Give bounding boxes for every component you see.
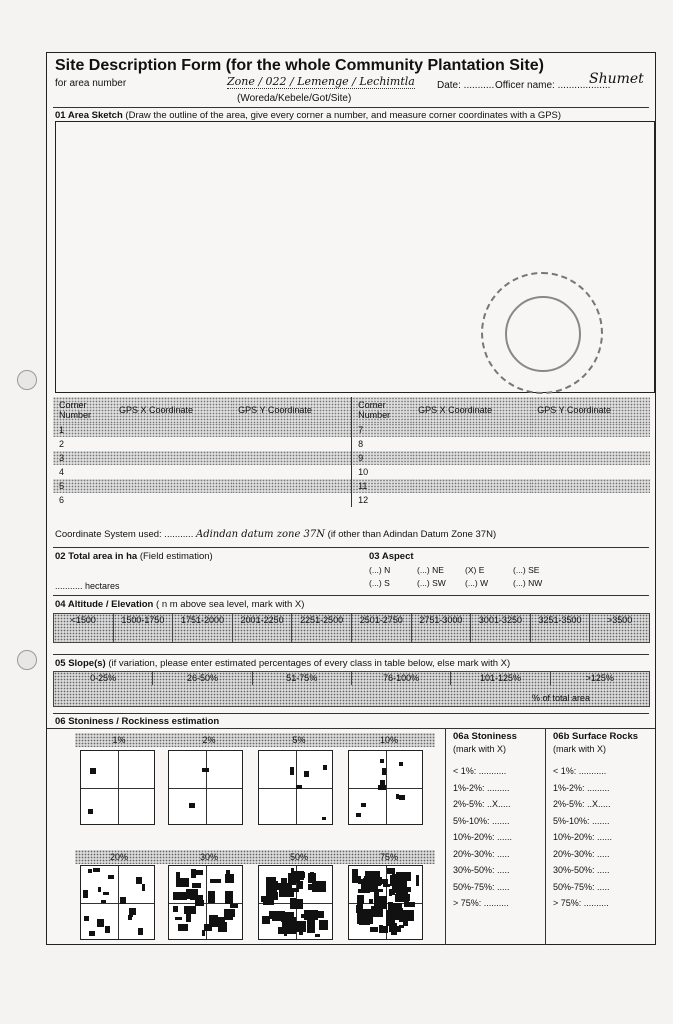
stone-mark: [184, 906, 196, 914]
punch-hole-bottom: [17, 650, 37, 670]
stone-mark: [399, 915, 408, 922]
aspect-sw[interactable]: (...) SW: [417, 578, 446, 588]
aspect-n[interactable]: (...) N: [369, 565, 391, 575]
panel-label: 20%: [109, 852, 128, 862]
stone-mark: [282, 917, 295, 924]
stone-mark: [377, 879, 387, 885]
panel-label: 2%: [202, 735, 216, 745]
surface-rocks-option[interactable]: 20%-30%: .....: [553, 848, 610, 859]
total-area-note: (Field estimation): [139, 551, 213, 562]
date-label[interactable]: Date: ...........: [437, 80, 495, 91]
stone-mark: [97, 919, 103, 926]
surface-rocks-option[interactable]: < 1%: ...........: [553, 766, 607, 776]
altitude-class[interactable]: 1500-1750: [114, 614, 174, 642]
stoniness-col-sub: (mark with X): [453, 744, 507, 754]
table-row: 6: [59, 495, 65, 505]
stone-mark: [399, 795, 405, 800]
area-number-value: Zone / 022 / Lemenge / Lechimtla: [227, 75, 415, 88]
stone-mark: [301, 872, 304, 878]
form-title: Site Description Form (for the whole Community Plantation Site): [55, 57, 544, 74]
area-number-label: for area number: [55, 78, 127, 89]
surface-rocks-column: [553, 731, 638, 912]
stone-mark: [189, 803, 195, 808]
coordinate-system-note: (if other than Adindan Datum Zone 37N): [327, 529, 497, 540]
slope-class[interactable]: 101-125%: [451, 672, 550, 685]
col-gps-x-right: GPS X Coordinate: [412, 397, 531, 423]
altitude-class[interactable]: 3001-3250: [471, 614, 531, 642]
stoniness-option[interactable]: < 1%: ...........: [453, 766, 507, 776]
table-row: 4: [59, 467, 65, 477]
stone-mark: [89, 931, 95, 936]
divider: [53, 595, 649, 596]
stone-mark: [275, 883, 289, 889]
stoniness-option[interactable]: 50%-75%: .....: [453, 881, 510, 892]
sketch-heading: 01 Area Sketch: [55, 110, 123, 121]
location-caption: (Woreda/Kebele/Got/Site): [237, 93, 352, 104]
col-gps-y: GPS Y Coordinate: [232, 397, 351, 423]
altitude-class[interactable]: 1751-2000: [173, 614, 233, 642]
stone-mark: [291, 868, 294, 876]
stone-mark: [312, 881, 327, 892]
stone-mark: [103, 892, 109, 895]
stone-mark: [210, 879, 221, 884]
stone-mark: [173, 906, 178, 912]
stone-mark: [130, 914, 133, 918]
stone-mark: [202, 930, 206, 937]
table-row: 5: [53, 479, 113, 493]
stone-mark: [396, 794, 399, 799]
stone-mark: [357, 915, 368, 923]
stone-mark: [380, 759, 384, 763]
stoniness-panel-20pct: [80, 865, 155, 940]
stone-mark: [288, 882, 292, 890]
aspect-heading: 03 Aspect: [369, 551, 414, 562]
stone-mark: [263, 899, 275, 905]
stone-mark: [315, 934, 320, 937]
stone-mark: [382, 768, 386, 775]
stone-mark: [142, 884, 146, 891]
stone-mark: [307, 920, 315, 932]
stone-mark: [195, 870, 203, 875]
stone-mark: [319, 920, 327, 930]
stone-mark: [88, 869, 92, 872]
officer-value: Shumet: [589, 71, 644, 87]
divider: [53, 547, 649, 548]
panel-label: 30%: [199, 852, 218, 862]
slope-class[interactable]: 51-75%: [253, 672, 352, 685]
col-corner-number-right: Corner Number: [352, 397, 413, 423]
stone-mark: [93, 868, 100, 872]
stone-mark: [323, 765, 327, 770]
stone-mark: [322, 817, 326, 820]
slope-heading: 05 Slope(s): [55, 658, 106, 669]
stone-mark: [136, 877, 142, 884]
stoniness-col-title: 06a Stoniness: [453, 731, 517, 742]
altitude-class[interactable]: <1500: [54, 614, 114, 642]
stone-mark: [190, 895, 203, 900]
stoniness-option[interactable]: 30%-50%: .....: [453, 865, 510, 875]
stoniness-option[interactable]: 20%-30%: .....: [453, 848, 510, 859]
surface-rocks-option[interactable]: 5%-10%: .......: [553, 815, 610, 826]
punch-hole-top: [17, 370, 37, 390]
stone-mark: [230, 904, 238, 908]
altitude-class[interactable]: 3251-3500: [531, 614, 591, 642]
divider: [47, 728, 655, 729]
surface-rocks-option[interactable]: > 75%: ..........: [553, 898, 609, 908]
stone-mark: [178, 924, 187, 931]
surface-rocks-option[interactable]: 2%-5%: ..X.....: [553, 799, 611, 809]
coordinate-system-label: Coordinate System used: ...........: [55, 529, 194, 540]
stone-mark: [98, 887, 101, 892]
stone-mark: [120, 897, 125, 904]
stone-mark: [195, 900, 204, 906]
divider: [445, 728, 446, 945]
stone-mark: [374, 891, 380, 903]
stoniness-heading: 06 Stoniness / Rockiness estimation: [55, 716, 220, 727]
stone-mark: [404, 902, 415, 906]
total-area-heading-row: [55, 551, 213, 562]
stone-mark: [208, 891, 215, 903]
official-stamp-icon: [481, 272, 603, 394]
stone-mark: [290, 767, 294, 775]
stone-mark: [301, 914, 311, 918]
slope-class[interactable]: 0-25%: [54, 672, 153, 685]
stoniness-option[interactable]: 10%-20%: ......: [453, 832, 513, 842]
stone-mark: [390, 876, 402, 886]
stoniness-option[interactable]: 5%-10%: .......: [453, 815, 510, 826]
stoniness-option[interactable]: 2%-5%: ..X.....: [453, 799, 511, 809]
surface-rocks-option[interactable]: 50%-75%: .....: [553, 881, 610, 892]
stone-mark: [396, 894, 410, 901]
table-row: 2: [59, 439, 65, 449]
divider: [53, 107, 649, 108]
altitude-heading: 04 Altitude / Elevation: [55, 599, 154, 610]
stoniness-column: [453, 731, 517, 912]
stoniness-panel-2pct: [168, 750, 243, 825]
corner-coordinates-table: Corner Number GPS X Coordinate GPS Y Coordinate Corner Number GPS X Coordinate GPS Y Coordinate 1 7 2 8 3 9 4 10 5 11 6 12: [53, 397, 650, 507]
stone-mark: [224, 912, 233, 919]
stone-mark: [401, 887, 411, 892]
slope-class[interactable]: 76-100%: [352, 672, 451, 685]
officer-label[interactable]: Officer name: ...................: [495, 80, 611, 91]
area-number-field[interactable]: [227, 75, 415, 89]
altitude-heading-row: [55, 599, 304, 610]
site-description-form: [46, 52, 656, 945]
altitude-class[interactable]: 2501-2750: [352, 614, 412, 642]
sketch-heading-row: [55, 110, 561, 121]
stone-mark: [202, 768, 208, 771]
stone-mark: [389, 889, 392, 895]
stone-mark: [356, 813, 361, 818]
stone-mark: [226, 870, 231, 880]
surface-rocks-col-title: 06b Surface Rocks: [553, 731, 639, 742]
stone-mark: [101, 900, 106, 903]
stone-mark: [304, 771, 309, 777]
stone-mark: [379, 926, 388, 933]
stone-mark: [105, 926, 110, 933]
aspect-options: [369, 565, 599, 588]
altitude-class[interactable]: 2001-2250: [233, 614, 293, 642]
panel-label: 1%: [112, 735, 126, 745]
slope-class[interactable]: 26-50%: [153, 672, 252, 685]
stone-mark: [88, 809, 93, 815]
panel-label: 10%: [379, 735, 398, 745]
stone-mark: [138, 928, 142, 935]
stone-mark: [416, 875, 420, 886]
stone-mark: [380, 780, 385, 787]
stone-mark: [84, 916, 89, 921]
divider: [53, 713, 649, 714]
stone-mark: [392, 913, 397, 919]
stone-mark: [296, 785, 302, 789]
divider: [53, 654, 649, 655]
stoniness-option[interactable]: > 75%: ..........: [453, 898, 509, 908]
table-row: 3: [53, 451, 113, 465]
stoniness-option[interactable]: 1%-2%: .........: [453, 782, 510, 793]
stone-mark: [290, 898, 297, 909]
sketch-instruction: (Draw the outline of the area, give every corner a number, and measure corner coordinates with a GPS): [125, 110, 562, 121]
surface-rocks-col-sub: (mark with X): [553, 744, 607, 754]
altitude-class[interactable]: >3500: [607, 615, 633, 625]
stone-mark: [176, 878, 190, 887]
surface-rocks-option[interactable]: 10%-20%: ......: [553, 832, 613, 842]
slope-total-label: % of total area: [532, 693, 591, 703]
total-area-heading: 02 Total area in ha: [55, 551, 138, 562]
aspect-se[interactable]: (...) SE: [513, 565, 540, 575]
panel-label: 75%: [379, 852, 398, 862]
panel-label: 50%: [289, 852, 308, 862]
slope-note: (if variation, please enter estimated percentages of every class in table below, else mark with X): [108, 658, 511, 669]
stone-mark: [399, 762, 403, 766]
aspect-ne[interactable]: (...) NE: [417, 565, 444, 575]
aspect-e[interactable]: (X) E: [465, 565, 485, 575]
stone-mark: [361, 803, 367, 808]
coordinate-system-row[interactable]: [55, 529, 496, 540]
coordinate-system-value: Adindan datum zone 37N: [195, 529, 326, 540]
panel-label: 5%: [292, 735, 306, 745]
stone-mark: [262, 916, 270, 924]
slope-class[interactable]: >125%: [585, 673, 614, 683]
aspect-nw[interactable]: (...) NW: [513, 578, 543, 588]
slope-heading-row: [55, 658, 510, 669]
divider: [545, 728, 546, 945]
altitude-classes: [53, 613, 650, 643]
col-gps-x: GPS X Coordinate: [113, 397, 232, 423]
stone-mark: [225, 891, 234, 904]
area-sketch-box[interactable]: [55, 121, 655, 393]
stone-mark: [90, 768, 95, 774]
surface-rocks-option[interactable]: 30%-50%: .....: [553, 865, 610, 875]
surface-rocks-option[interactable]: 1%-2%: .........: [553, 782, 610, 793]
stone-mark: [318, 911, 325, 918]
stone-mark: [83, 890, 87, 898]
stone-mark: [370, 927, 378, 932]
altitude-note: ( n m above sea level, mark with X): [156, 599, 305, 610]
table-row: 1: [53, 423, 113, 437]
hectares-field[interactable]: ........... hectares: [55, 581, 120, 591]
stone-mark: [108, 875, 114, 878]
altitude-class[interactable]: 2251-2500: [292, 614, 352, 642]
altitude-class[interactable]: 2751-3000: [412, 614, 472, 642]
stone-mark: [391, 923, 397, 935]
stone-mark: [173, 892, 188, 900]
aspect-s[interactable]: (...) S: [369, 578, 390, 588]
stone-mark: [192, 883, 201, 889]
aspect-w[interactable]: (...) W: [465, 578, 489, 588]
stone-mark: [387, 868, 395, 874]
stone-mark: [403, 877, 407, 882]
col-gps-y-right: GPS Y Coordinate: [531, 397, 650, 423]
col-corner-number: Corner Number: [53, 397, 113, 423]
stone-mark: [175, 917, 182, 920]
